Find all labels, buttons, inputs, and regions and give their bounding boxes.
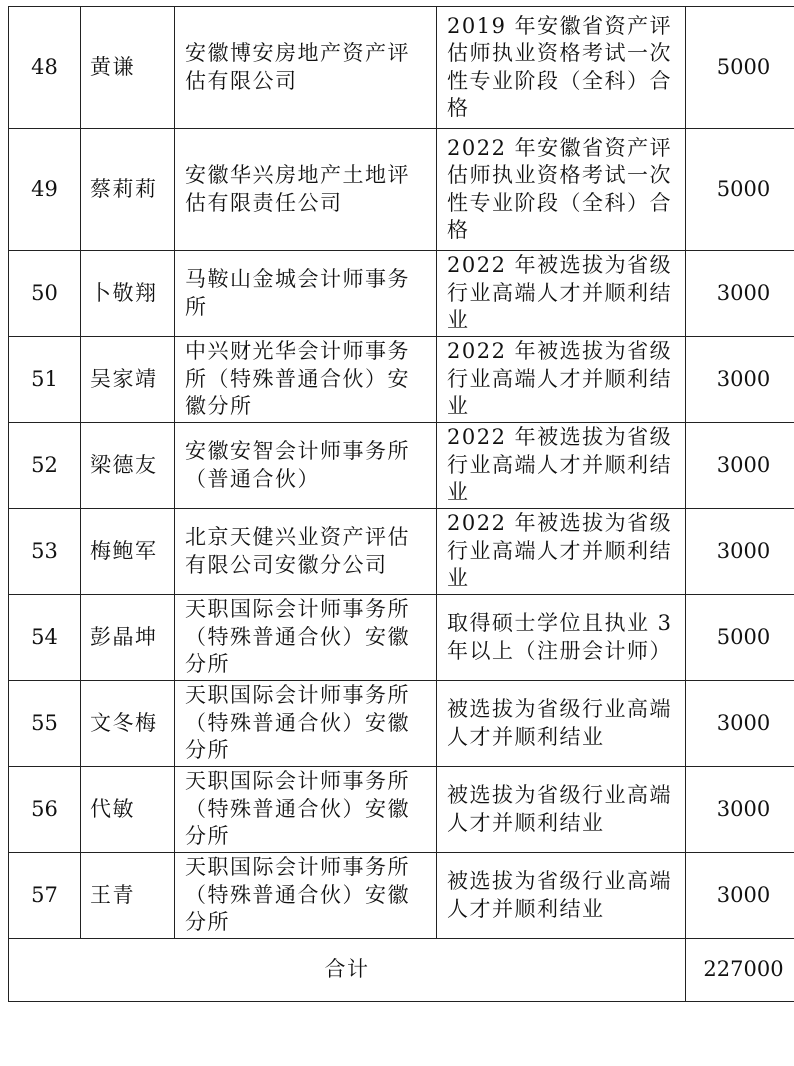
person-name: 梅鲍军 [81, 509, 175, 595]
person-name: 文冬梅 [81, 681, 175, 767]
person-name: 黄谦 [81, 7, 175, 129]
table-row [9, 129, 794, 251]
row-number: 53 [9, 509, 81, 595]
table-row [9, 251, 794, 337]
organization: 安徽华兴房地产土地评估有限责任公司 [175, 129, 437, 251]
award-amount: 3000 [686, 251, 794, 337]
award-amount: 5000 [686, 7, 794, 129]
award-basis: 2019 年安徽省资产评估师执业资格考试一次性专业阶段（全科）合格 [437, 7, 686, 129]
table-row [9, 509, 794, 595]
award-amount: 5000 [686, 595, 794, 681]
person-name: 卜敬翔 [81, 251, 175, 337]
row-number: 51 [9, 337, 81, 423]
row-number: 48 [9, 7, 81, 129]
total-row [9, 939, 794, 1002]
award-basis: 2022 年被选拔为省级行业高端人才并顺利结业 [437, 423, 686, 509]
award-amount: 3000 [686, 423, 794, 509]
award-amount: 3000 [686, 853, 794, 939]
award-basis: 被选拔为省级行业高端人才并顺利结业 [437, 853, 686, 939]
table-row [9, 595, 794, 681]
person-name: 蔡莉莉 [81, 129, 175, 251]
organization: 安徽安智会计师事务所（普通合伙） [175, 423, 437, 509]
table-row [9, 767, 794, 853]
row-number: 57 [9, 853, 81, 939]
table-row [9, 423, 794, 509]
total-label: 合计 [9, 939, 686, 1002]
organization: 天职国际会计师事务所（特殊普通合伙）安徽分所 [175, 595, 437, 681]
award-basis: 2022 年被选拔为省级行业高端人才并顺利结业 [437, 509, 686, 595]
row-number: 52 [9, 423, 81, 509]
person-name: 彭晶坤 [81, 595, 175, 681]
award-amount: 3000 [686, 681, 794, 767]
award-amount: 5000 [686, 129, 794, 251]
organization: 天职国际会计师事务所（特殊普通合伙）安徽分所 [175, 767, 437, 853]
table-row [9, 681, 794, 767]
award-basis: 2022 年安徽省资产评估师执业资格考试一次性专业阶段（全科）合格 [437, 129, 686, 251]
row-number: 56 [9, 767, 81, 853]
award-amount: 3000 [686, 337, 794, 423]
table-row [9, 7, 794, 129]
row-number: 49 [9, 129, 81, 251]
row-number: 50 [9, 251, 81, 337]
award-table-body [9, 7, 794, 1002]
row-number: 55 [9, 681, 81, 767]
organization: 安徽博安房地产资产评估有限公司 [175, 7, 437, 129]
total-amount: 227000 [686, 939, 794, 1002]
award-basis: 被选拔为省级行业高端人才并顺利结业 [437, 767, 686, 853]
award-table [8, 6, 794, 1002]
organization: 天职国际会计师事务所（特殊普通合伙）安徽分所 [175, 853, 437, 939]
table-row [9, 853, 794, 939]
row-number: 54 [9, 595, 81, 681]
organization: 天职国际会计师事务所（特殊普通合伙）安徽分所 [175, 681, 437, 767]
table-row [9, 337, 794, 423]
award-basis: 2022 年被选拔为省级行业高端人才并顺利结业 [437, 251, 686, 337]
person-name: 王青 [81, 853, 175, 939]
award-amount: 3000 [686, 509, 794, 595]
award-basis: 取得硕士学位且执业 3 年以上（注册会计师） [437, 595, 686, 681]
award-basis: 2022 年被选拔为省级行业高端人才并顺利结业 [437, 337, 686, 423]
award-basis: 被选拔为省级行业高端人才并顺利结业 [437, 681, 686, 767]
award-amount: 3000 [686, 767, 794, 853]
person-name: 梁德友 [81, 423, 175, 509]
organization: 马鞍山金城会计师事务所 [175, 251, 437, 337]
organization: 中兴财光华会计师事务所（特殊普通合伙）安徽分所 [175, 337, 437, 423]
person-name: 吴家靖 [81, 337, 175, 423]
organization: 北京天健兴业资产评估有限公司安徽分公司 [175, 509, 437, 595]
person-name: 代敏 [81, 767, 175, 853]
